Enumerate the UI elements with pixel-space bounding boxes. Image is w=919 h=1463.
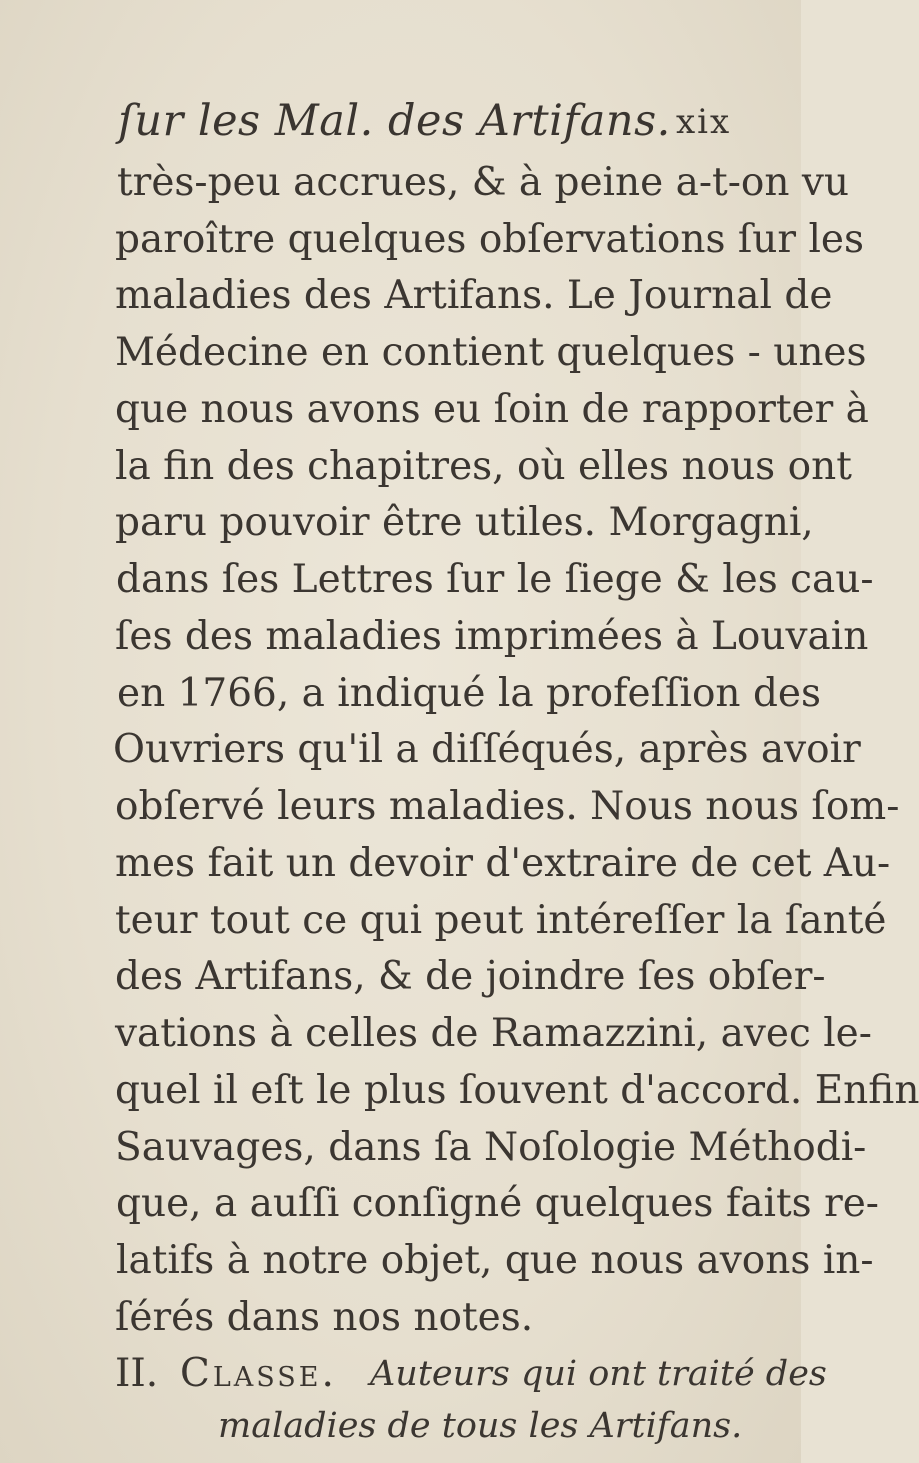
text-line: ſérés dans nos notes. — [115, 1295, 534, 1340]
text-line: dans ſes Lettres ſur le ſiege & les cau- — [116, 557, 874, 602]
text-line: Ouvriers qu'il a diſſéqués, après avoir — [113, 727, 861, 772]
text-line: teur tout ce qui peut intéreſſer la ſanté — [115, 898, 887, 943]
section-title-line-2: maladies de tous les Artifans. — [218, 1406, 743, 1446]
text-line: très-peu accrues, & à peine a-t-on vu — [117, 160, 850, 205]
text-line: la fin des chapitres, où elles nous ont — [115, 444, 852, 489]
text-line: Médecine en contient quelques - unes — [115, 330, 867, 375]
text-line: paru pouvoir être utiles. Morgagni, — [115, 500, 814, 545]
text-line: en 1766, a indiqué la profeſſion des — [117, 671, 821, 716]
text-line: que nous avons eu ſoin de rapporter à — [115, 387, 869, 432]
text-line: paroître quelques obſervations ſur les — [115, 217, 865, 262]
running-head-title: ſur les Mal. des Artifans. — [118, 96, 671, 146]
text-line: Sauvages, dans ſa Noſologie Méthodi- — [115, 1125, 867, 1170]
section-heading — [0, 1346, 827, 1402]
text-line: latifs à notre objet, que nous avons in- — [116, 1238, 874, 1283]
page-number: xix — [676, 102, 732, 142]
text-line: mes fait un devoir d'extraire de cet Au- — [115, 841, 891, 886]
text-line: ſes des maladies imprimées à Louvain — [115, 614, 869, 659]
text-line: obſervé leurs maladies. Nous nous ſom- — [115, 784, 900, 829]
text-line: que, a auſſi conſigné quelques faits re- — [116, 1181, 879, 1226]
text-line: quel il eſt le plus ſouvent d'accord. Enfin — [115, 1068, 919, 1113]
text-line: vations à celles de Ramazzini, avec le- — [115, 1011, 872, 1056]
text-line: maladies des Artifans. Le Journal de — [115, 273, 833, 318]
section-label: Classe. — [180, 1351, 337, 1396]
text-line: des Artifans, & de joindre ſes obſer- — [115, 954, 826, 999]
section-number: II. — [115, 1351, 159, 1396]
section-title-line-1: Auteurs qui ont traité des — [370, 1354, 827, 1394]
